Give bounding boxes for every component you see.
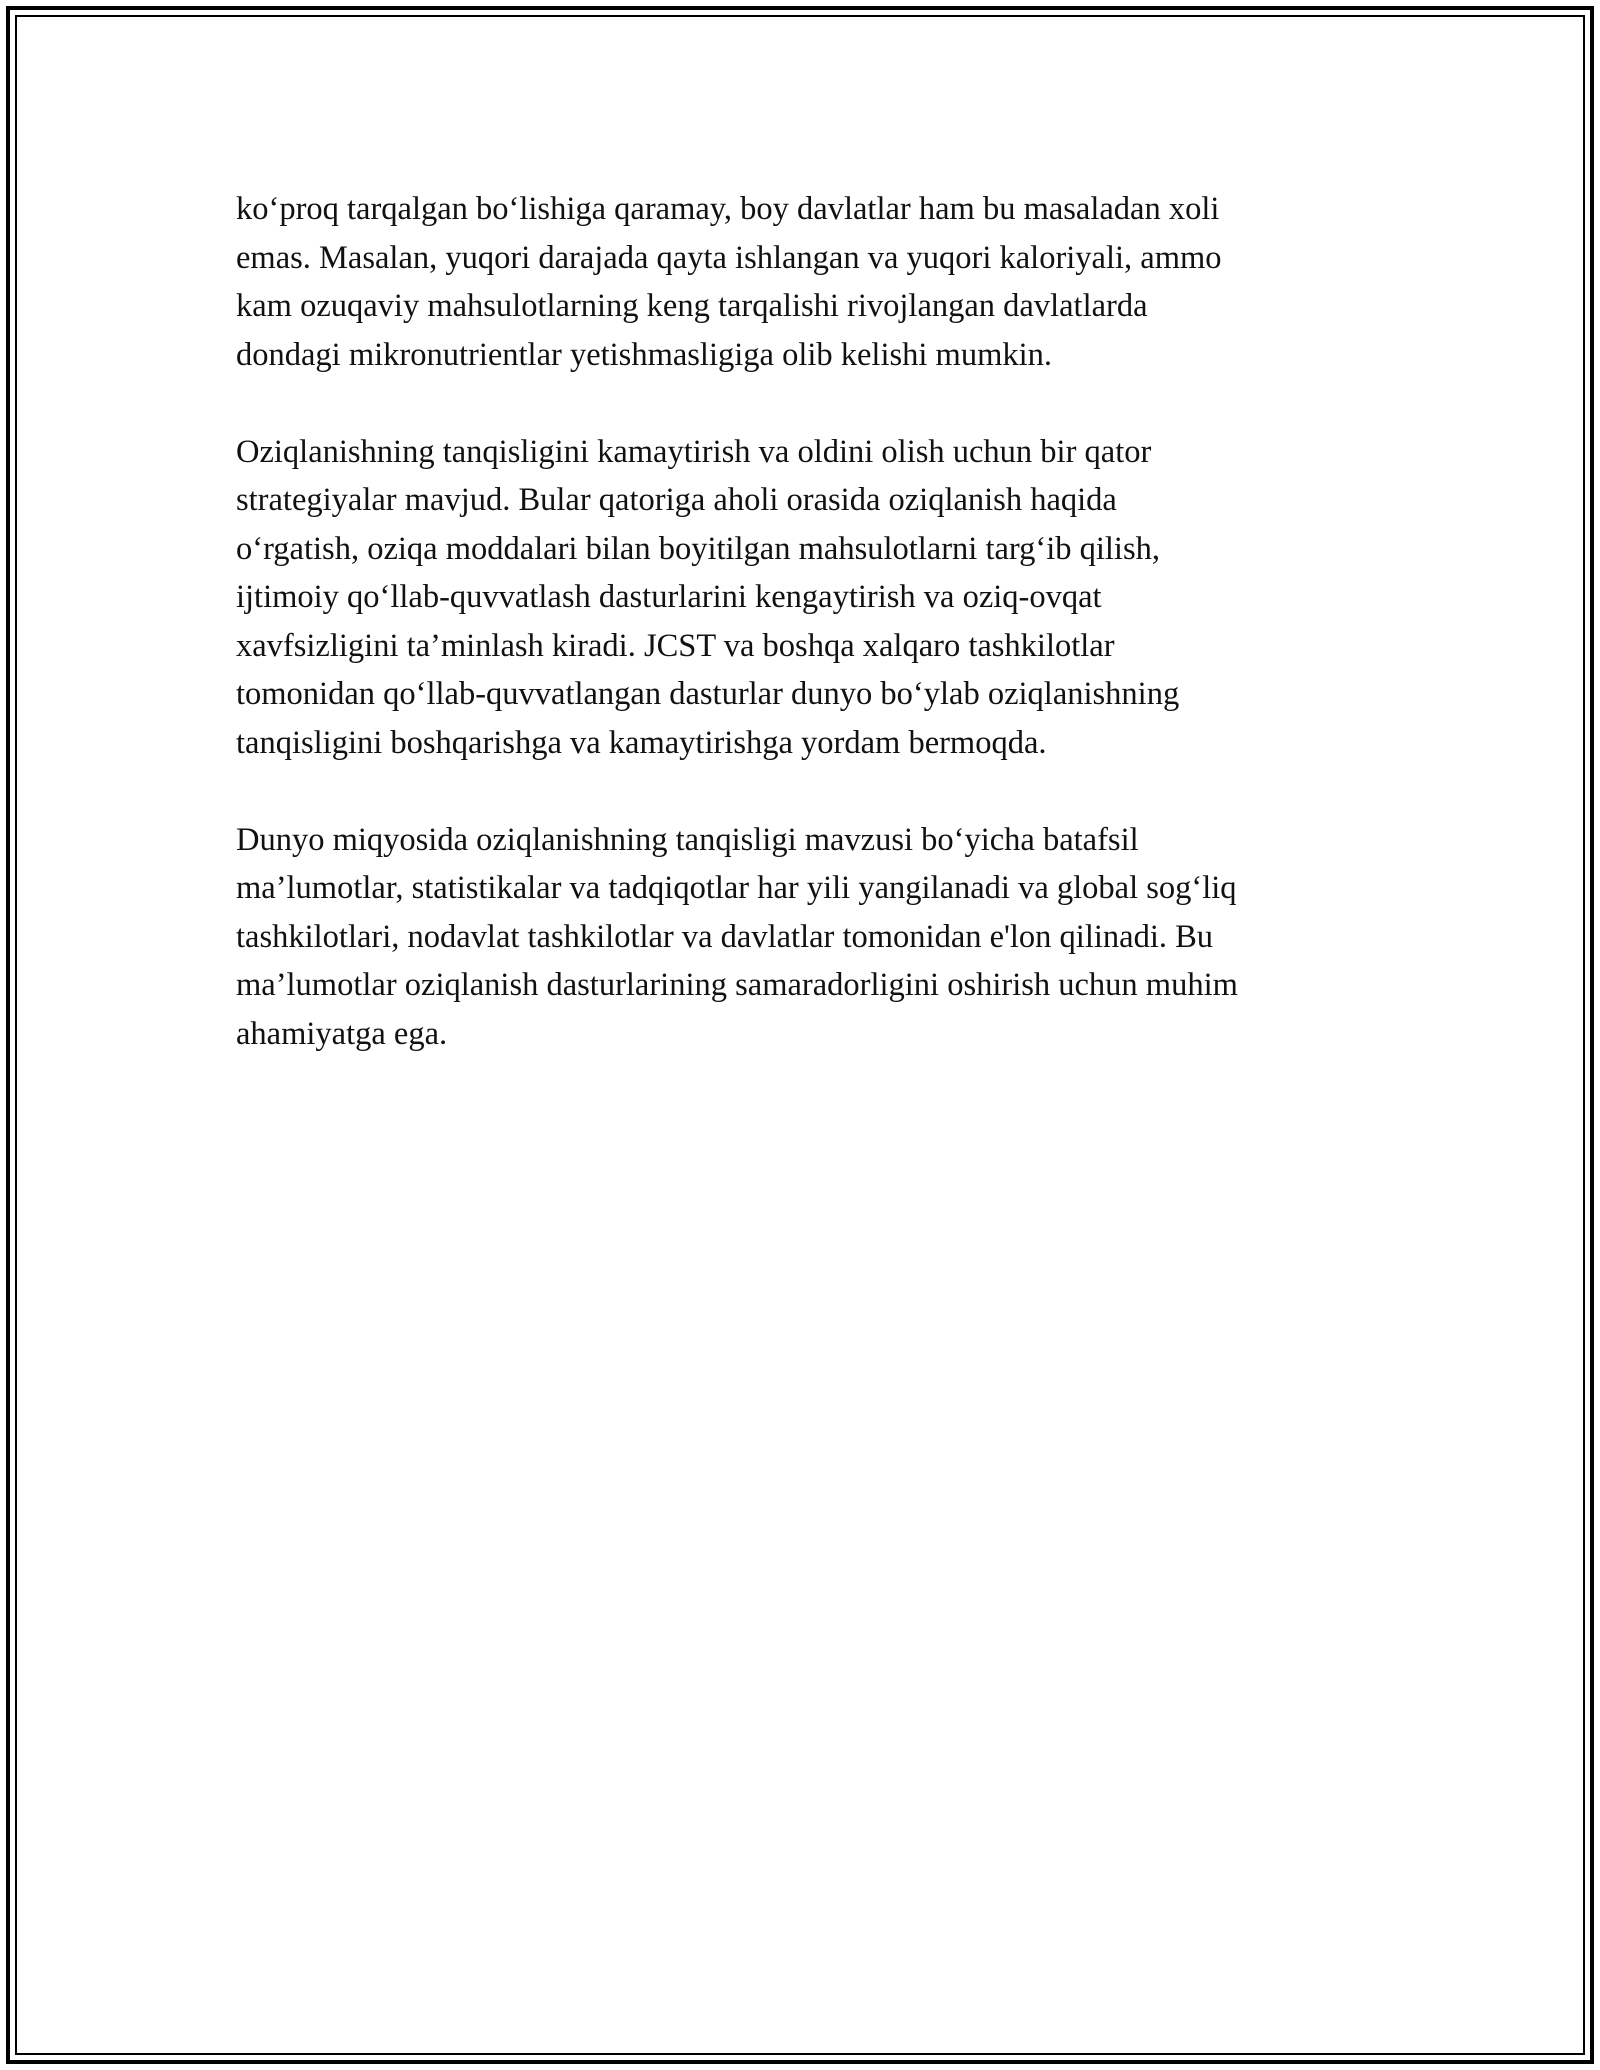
text-line: tashkilotlari, nodavlat tashkilotlar va davlatlar tomonidan e'lon qilinadi. Bu — [236, 918, 1214, 955]
text-line: strategiyalar mavjud. Bular qatoriga aholi orasida oziqlanish haqida — [236, 482, 1117, 518]
text-line: Dunyo miqyosida oziqlanishning tanqisligi mavzusi bo‘yicha batafsil — [236, 821, 1139, 858]
text-line: kam ozuqaviy mahsulotlarning keng tarqalishi rivojlangan davlatlarda — [236, 288, 1148, 324]
text-line: tomonidan qo‘llab-quvvatlangan dasturlar dunyo bo‘ylab oziqlanishning — [236, 676, 1180, 712]
text-line: o‘rgatish, oziqa moddalari bilan boyitilgan mahsulotlarni targ‘ib qilish, — [236, 530, 1160, 567]
text-line: ijtimoiy qo‘llab-quvvatlash dasturlarini kengaytirish va oziq-ovqat — [236, 579, 1102, 615]
text-line: ma’lumotlar oziqlanish dasturlarining samaradorligini oshirish uchun muhim — [236, 967, 1238, 1003]
text-line: ko‘proq tarqalgan bo‘lishiga qaramay, boy davlatlar ham bu masaladan xoli — [236, 191, 1220, 227]
document-body — [236, 185, 1426, 1107]
text-line: Oziqlanishning tanqisligini kamaytirish va oldini olish uchun bir qator — [236, 433, 1152, 470]
paragraph-1 — [236, 185, 1426, 379]
paragraph-3 — [236, 816, 1426, 1059]
text-line: dondagi mikronutrientlar yetishmasligiga olib kelishi mumkin. — [236, 336, 1053, 373]
paragraph-2 — [236, 428, 1426, 768]
text-line: xavfsizligini ta’minlash kiradi. JCST va boshqa xalqaro tashkilotlar — [236, 627, 1115, 664]
text-line: tanqisligini boshqarishga va kamaytirishga yordam bermoqda. — [236, 724, 1047, 761]
text-line: ma’lumotlar, statistikalar va tadqiqotlar har yili yangilanadi va global sog‘liq — [236, 870, 1237, 906]
text-line: emas. Masalan, yuqori darajada qayta ishlangan va yuqori kaloriyali, ammo — [236, 239, 1222, 276]
text-line: ahamiyatga ega. — [236, 1015, 448, 1052]
